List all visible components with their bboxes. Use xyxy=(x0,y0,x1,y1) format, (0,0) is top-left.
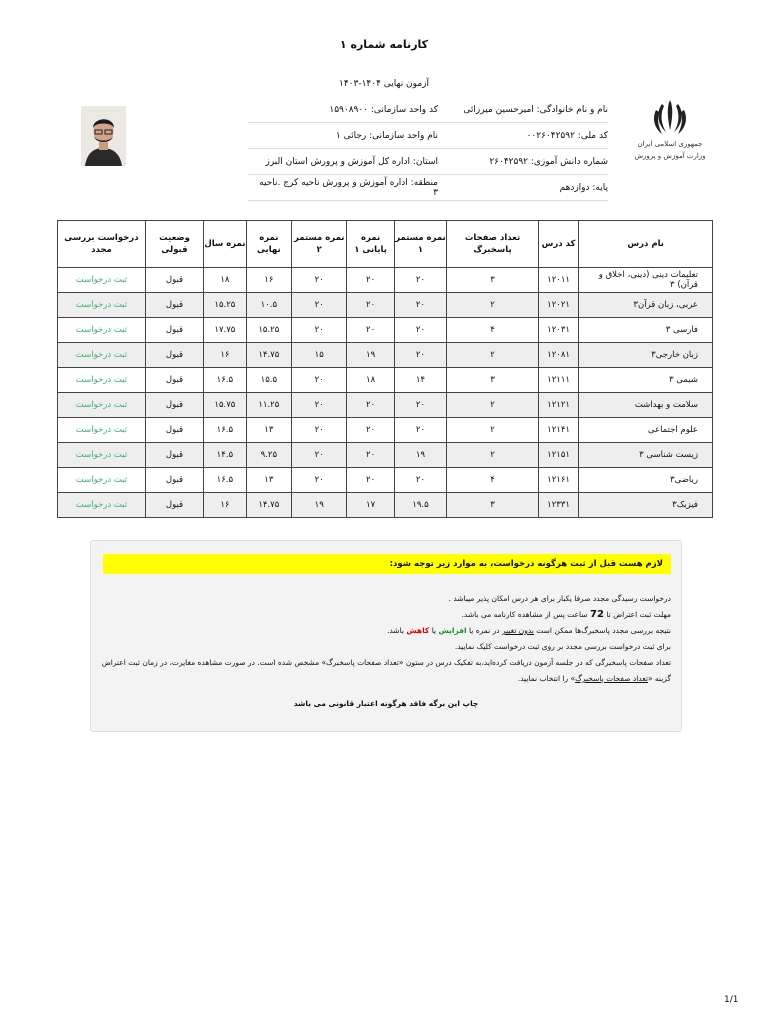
cell-cont2: ۲۰ xyxy=(292,393,347,418)
cell-final1: ۲۰ xyxy=(347,468,394,493)
request-review-link[interactable]: ثبت درخواست xyxy=(58,443,146,468)
cell-cont2: ۲۰ xyxy=(292,368,347,393)
student-info xyxy=(248,97,608,201)
cell-pages: ۴ xyxy=(447,468,539,493)
info-row xyxy=(248,123,608,149)
cell-year: ۱۸ xyxy=(204,268,246,293)
cell-cont2: ۲۰ xyxy=(292,318,347,343)
request-review-link[interactable]: ثبت درخواست xyxy=(58,418,146,443)
cell-final1: ۱۸ xyxy=(347,368,394,393)
cell-final1: ۲۰ xyxy=(347,293,394,318)
cell-status: قبول xyxy=(145,368,203,393)
cell-course: شیمی ۳ xyxy=(579,368,713,393)
notice-box xyxy=(90,540,682,732)
cell-year: ۱۷.۷۵ xyxy=(204,318,246,343)
cell-status: قبول xyxy=(145,343,203,368)
cell-code: ۱۲۱۲۱ xyxy=(538,393,579,418)
province: استان: اداره کل آموزش و پرورش استان البرز xyxy=(265,156,438,167)
cell-cont2: ۲۰ xyxy=(292,418,347,443)
table-row xyxy=(58,468,713,493)
cell-cont1: ۲۰ xyxy=(394,293,446,318)
col-course: نام درس xyxy=(579,221,713,268)
cell-status: قبول xyxy=(145,268,203,293)
cell-course: ریاضی۳ xyxy=(579,468,713,493)
cell-cont2: ۱۹ xyxy=(292,493,347,518)
grade-level: پایه: دوازدهم xyxy=(559,182,608,193)
page-indicator: 1/1 xyxy=(724,995,739,1005)
emblem xyxy=(620,96,720,186)
cell-status: قبول xyxy=(145,493,203,518)
request-review-link[interactable]: ثبت درخواست xyxy=(58,318,146,343)
cell-pages: ۳ xyxy=(447,268,539,293)
cell-year: ۱۶.۵ xyxy=(204,468,246,493)
notice-line: مهلت ثبت اعتراض تا 72 ساعت پس از مشاهده کارنامه می باشد. xyxy=(461,609,671,620)
cell-status: قبول xyxy=(145,318,203,343)
col-status: وضعیت قبولی xyxy=(145,221,203,268)
request-review-link[interactable]: ثبت درخواست xyxy=(58,368,146,393)
cell-final: ۱۳ xyxy=(246,468,291,493)
student-name: نام و نام خانوادگی: امیرحسین میرزائی xyxy=(463,104,608,115)
cell-course: زیست شناسی ۳ xyxy=(579,443,713,468)
notice-body xyxy=(97,591,671,687)
cell-pages: ۲ xyxy=(447,393,539,418)
cell-status: قبول xyxy=(145,468,203,493)
cell-pages: ۴ xyxy=(447,318,539,343)
table-row xyxy=(58,368,713,393)
col-code: کد درس xyxy=(538,221,579,268)
cell-code: ۱۲۰۳۱ xyxy=(538,318,579,343)
cell-final1: ۲۰ xyxy=(347,318,394,343)
info-row xyxy=(248,175,608,201)
table-header-row xyxy=(58,221,713,268)
cell-cont2: ۲۰ xyxy=(292,443,347,468)
exam-title: آزمون نهایی ۱۴۰۴-۱۴۰۳ xyxy=(339,79,429,89)
table-row xyxy=(58,393,713,418)
request-review-link[interactable]: ثبت درخواست xyxy=(58,268,146,293)
cell-status: قبول xyxy=(145,443,203,468)
cell-cont1: ۲۰ xyxy=(394,343,446,368)
info-row xyxy=(248,149,608,175)
cell-code: ۱۲۱۶۱ xyxy=(538,468,579,493)
cell-year: ۱۵.۲۵ xyxy=(204,293,246,318)
table-row xyxy=(58,443,713,468)
unit-name: نام واحد سازمانی: رجائی ۱ xyxy=(335,130,438,141)
cell-cont1: ۲۰ xyxy=(394,468,446,493)
page-title: کارنامه شماره ۱ xyxy=(339,38,429,51)
col-final: نمره نهایی xyxy=(246,221,291,268)
cell-cont1: ۲۰ xyxy=(394,268,446,293)
cell-status: قبول xyxy=(145,293,203,318)
cell-pages: ۲ xyxy=(447,443,539,468)
cell-final1: ۱۹ xyxy=(347,343,394,368)
cell-cont2: ۲۰ xyxy=(292,293,347,318)
iran-emblem-icon xyxy=(650,96,690,138)
cell-course: زبان خارجی۳ xyxy=(579,343,713,368)
cell-final1: ۲۰ xyxy=(347,443,394,468)
cell-course: فارسی ۳ xyxy=(579,318,713,343)
cell-code: ۱۲۰۸۱ xyxy=(538,343,579,368)
col-cont2: نمره مستمر ۲ xyxy=(292,221,347,268)
info-row xyxy=(248,97,608,123)
cell-code: ۱۲۱۵۱ xyxy=(538,443,579,468)
table-row xyxy=(58,493,713,518)
cell-year: ۱۶.۵ xyxy=(204,368,246,393)
request-review-link[interactable]: ثبت درخواست xyxy=(58,468,146,493)
cell-cont1: ۲۰ xyxy=(394,393,446,418)
cell-cont1: ۱۴ xyxy=(394,368,446,393)
col-cont1: نمره مستمر ۱ xyxy=(394,221,446,268)
cell-pages: ۳ xyxy=(447,493,539,518)
student-photo xyxy=(81,106,126,166)
cell-year: ۱۴.۵ xyxy=(204,443,246,468)
cell-course: سلامت و بهداشت xyxy=(579,393,713,418)
cell-code: ۱۲۰۱۱ xyxy=(538,268,579,293)
cell-course: فیزیک۳ xyxy=(579,493,713,518)
request-review-link[interactable]: ثبت درخواست xyxy=(58,293,146,318)
request-review-link[interactable]: ثبت درخواست xyxy=(58,493,146,518)
cell-cont2: ۲۰ xyxy=(292,268,347,293)
cell-cont2: ۲۰ xyxy=(292,468,347,493)
table-row xyxy=(58,318,713,343)
legal-disclaimer: چاپ این برگه فاقد هرگونه اعتبار قانونی می باشد xyxy=(293,699,479,708)
cell-code: ۱۲۱۴۱ xyxy=(538,418,579,443)
table-row xyxy=(58,268,713,293)
cell-course: علوم اجتماعی xyxy=(579,418,713,443)
notice-heading: لازم هست قبل از ثبت هرگونه درخواست، به موارد زیر توجه شود: xyxy=(103,554,671,574)
table-row xyxy=(58,343,713,368)
grades-table xyxy=(57,220,713,518)
cell-pages: ۲ xyxy=(447,343,539,368)
cell-final: ۱۵.۲۵ xyxy=(246,318,291,343)
cell-final: ۱۶ xyxy=(246,268,291,293)
cell-final: ۱۳ xyxy=(246,418,291,443)
cell-final: ۱۵.۵ xyxy=(246,368,291,393)
table-row xyxy=(58,418,713,443)
notice-line: درخواست رسیدگی مجدد صرفا یکبار برای هر درس امکان پذیر میباشد . xyxy=(448,594,671,603)
cell-status: قبول xyxy=(145,393,203,418)
cell-year: ۱۶ xyxy=(204,493,246,518)
cell-final: ۹.۲۵ xyxy=(246,443,291,468)
cell-pages: ۳ xyxy=(447,368,539,393)
table-row xyxy=(58,293,713,318)
col-year: نمره سال xyxy=(204,221,246,268)
cell-code: ۱۲۱۱۱ xyxy=(538,368,579,393)
cell-final: ۱۴.۷۵ xyxy=(246,343,291,368)
national-code: کد ملی: ۰۰۲۶۰۴۲۵۹۲ xyxy=(526,130,608,141)
col-final1: نمره پایانی ۱ xyxy=(347,221,394,268)
cell-status: قبول xyxy=(145,418,203,443)
cell-pages: ۲ xyxy=(447,418,539,443)
cell-code: ۱۲۳۳۱ xyxy=(538,493,579,518)
cell-course: عربی، زبان قرآن۳ xyxy=(579,293,713,318)
cell-final1: ۱۷ xyxy=(347,493,394,518)
student-number: شماره دانش آموزی: ۲۶۰۴۲۵۹۲ xyxy=(489,156,608,167)
col-pages: تعداد صفحات پاسخبرگ xyxy=(447,221,539,268)
cell-year: ۱۶ xyxy=(204,343,246,368)
cell-cont1: ۱۹.۵ xyxy=(394,493,446,518)
cell-cont1: ۱۹ xyxy=(394,443,446,468)
cell-course: تعلیمات دینی (دینی، اخلاق و قرآن) ۳ xyxy=(579,268,713,293)
cell-code: ۱۲۰۲۱ xyxy=(538,293,579,318)
cell-pages: ۲ xyxy=(447,293,539,318)
cell-year: ۱۶.۵ xyxy=(204,418,246,443)
cell-final: ۱۴.۷۵ xyxy=(246,493,291,518)
cell-cont2: ۱۵ xyxy=(292,343,347,368)
notice-line: برای ثبت درخواست بررسی مجدد بر روی ثبت درخواست کلیک نمایید. xyxy=(454,642,671,651)
notice-line: تعداد صفحات پاسخبرگی که در جلسه آزمون دریافت کرده‌اید،به تفکیک درس در ستون «تعداد صفحات پاسخبرگ» مشخص شده است. در صورت مشاهده مغایرت، در زمان ثبت اعتراض گزینه «تعداد صفحات پاسخبرگ» را انتخاب نمایید. xyxy=(101,658,671,683)
request-review-link[interactable]: ثبت درخواست xyxy=(58,393,146,418)
emblem-line2: وزارت آموزش و پرورش xyxy=(634,152,706,160)
cell-final1: ۲۰ xyxy=(347,393,394,418)
request-review-link[interactable]: ثبت درخواست xyxy=(58,343,146,368)
cell-cont1: ۲۰ xyxy=(394,318,446,343)
cell-final: ۱۰.۵ xyxy=(246,293,291,318)
cell-cont1: ۲۰ xyxy=(394,418,446,443)
col-request: درخواست بررسی مجدد xyxy=(58,221,146,268)
cell-final1: ۲۰ xyxy=(347,418,394,443)
region: منطقه: اداره آموزش و پرورش ناحیه کرج .ناحیه ۳ xyxy=(259,177,438,198)
notice-line: نتیجه بررسی مجدد پاسخبرگ‌ها ممکن است بدون تغییر در نمره یا افزایش یا کاهش باشد. xyxy=(386,626,671,635)
cell-final: ۱۱.۲۵ xyxy=(246,393,291,418)
emblem-line1: جمهوری اسلامی ایران xyxy=(637,140,703,148)
cell-final1: ۲۰ xyxy=(347,268,394,293)
unit-code: کد واحد سازمانی: ۱۵۹۰۸۹۰۰ xyxy=(329,104,438,115)
cell-year: ۱۵.۷۵ xyxy=(204,393,246,418)
